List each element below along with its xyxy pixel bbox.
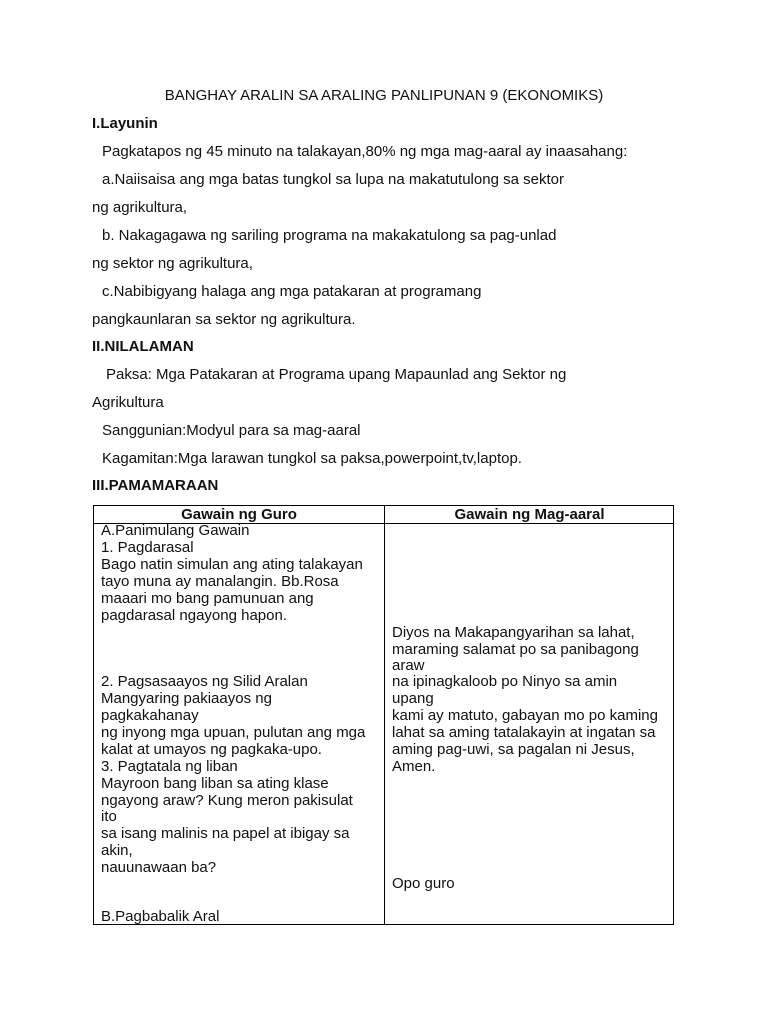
guro-pt-l2: ngayong araw? Kung meron pakisulat [101, 792, 353, 809]
table-column-divider [384, 506, 385, 924]
layunin-b-line1: b. Nakagagawa ng sariling programa na makakatulong sa pag-unlad [102, 227, 557, 244]
guro-pag-l1: Bago natin simulan ang ating talakayan [101, 556, 363, 573]
sanggunian: Sanggunian:Modyul para sa mag-aaral [102, 422, 361, 439]
heading-pamamaraan: III.PAMAMARAAN [92, 477, 219, 494]
guro-pagsasaayos: 2. Pagsasaayos ng Silid Aralan [101, 673, 308, 690]
layunin-a-line1: a.Naiisaisa ang mga batas tungkol sa lupa na makatutulong sa sektor [102, 171, 564, 188]
guro-pt-l1: Mayroon bang liban sa ating klase [101, 775, 329, 792]
kagamitan: Kagamitan:Mga larawan tungkol sa paksa,powerpoint,tv,laptop. [102, 450, 522, 467]
guro-pagbabalik: B.Pagbabalik Aral [101, 908, 220, 925]
mag-d-l2: maraming salamat po sa panibagong [392, 641, 639, 658]
mag-d-l8: aming pag-uwi, sa pagalan ni Jesus, [392, 741, 635, 758]
layunin-c-line2: pangkaunlaran sa sektor ng agrikultura. [92, 311, 356, 328]
layunin-b-line2: ng sektor ng agrikultura, [92, 255, 253, 272]
guro-pt-l5: akin, [101, 842, 133, 859]
guro-pt-l4: sa isang malinis na papel at ibigay sa [101, 825, 350, 842]
guro-pt-l3: ito [101, 808, 117, 825]
heading-nilalaman: II.NILALAMAN [92, 338, 194, 355]
mag-d-l1: Diyos na Makapangyarihan sa lahat, [392, 624, 635, 641]
paksa-line1: Paksa: Mga Patakaran at Programa upang Mapaunlad ang Sektor ng [106, 366, 567, 383]
paksa-line2: Agrikultura [92, 394, 164, 411]
mag-opo: Opo guro [392, 875, 455, 892]
mag-d-l7: lahat sa aming tatalakayin at ingatan sa [392, 724, 656, 741]
guro-pag-l4: pagdarasal ngayong hapon. [101, 607, 287, 624]
mag-d-l6: kami ay matuto, gabayan mo po kaming [392, 707, 658, 724]
col-header-mag-aaral: Gawain ng Mag-aaral [454, 506, 605, 523]
mag-d-l3: araw [392, 657, 425, 674]
document-title: BANGHAY ARALIN SA ARALING PANLIPUNAN 9 (EKONOMIKS) [164, 87, 604, 104]
guro-pagtatala: 3. Pagtatala ng liban [101, 758, 238, 775]
heading-layunin: I.Layunin [92, 115, 158, 132]
guro-ps-l3: ng inyong mga upuan, pulutan ang mga [101, 724, 366, 741]
layunin-intro: Pagkatapos ng 45 minuto na talakayan,80% ng mga mag-aaral ay inaasahang: [102, 143, 628, 160]
pamamaraan-table [93, 505, 674, 925]
guro-pt-l6: nauunawaan ba? [101, 859, 217, 876]
guro-pag-l2: tayo muna ay manalangin. Bb.Rosa [101, 573, 339, 590]
layunin-a-line2: ng agrikultura, [92, 199, 188, 216]
col-header-guro: Gawain ng Guro [181, 506, 297, 523]
guro-ps-l2: pagkakahanay [101, 707, 199, 724]
mag-d-l4: na ipinagkaloob po Ninyo sa amin [392, 673, 618, 690]
guro-ps-l4: kalat at umayos ng pagkaka-upo. [101, 741, 322, 758]
guro-pagdarasal: 1. Pagdarasal [101, 539, 194, 556]
guro-pag-l3: maaari mo bang pamunuan ang [101, 590, 314, 607]
mag-d-l9: Amen. [392, 758, 436, 775]
layunin-c-line1: c.Nabibigyang halaga ang mga patakaran at programang [102, 283, 482, 300]
guro-panimula: A.Panimulang Gawain [101, 522, 250, 539]
guro-ps-l1: Mangyaring pakiaayos ng [101, 690, 272, 707]
mag-d-l5: upang [392, 690, 434, 707]
